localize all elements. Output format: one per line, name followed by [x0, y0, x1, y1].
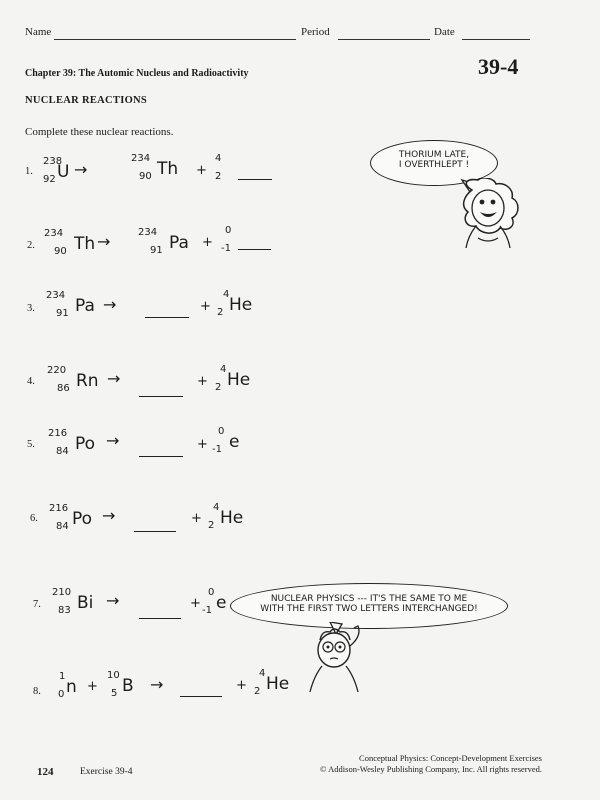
- bubble-line: WITH THE FIRST TWO LETTERS INTERCHANGED!: [260, 604, 478, 614]
- reaction-number: 1.: [25, 166, 33, 177]
- atomic-number: 91: [150, 245, 163, 256]
- mass-number: 4: [259, 668, 266, 679]
- mass-number: 234: [131, 153, 151, 164]
- exercise-label: Exercise 39-4: [80, 767, 133, 777]
- page-number: 124: [37, 766, 54, 778]
- plus-sign: +: [200, 299, 211, 314]
- reaction-arrow: →: [74, 160, 88, 179]
- answer-blank[interactable]: [180, 695, 222, 697]
- period-field[interactable]: [338, 38, 430, 40]
- reaction-number: 5.: [27, 439, 35, 450]
- atomic-number: 86: [57, 383, 70, 394]
- atomic-number: 2: [215, 171, 222, 182]
- mass-number: 10: [107, 670, 120, 681]
- answer-blank[interactable]: [238, 248, 271, 250]
- element-symbol: Po: [72, 509, 93, 529]
- mass-number: 216: [48, 428, 68, 439]
- answer-blank[interactable]: [139, 395, 183, 397]
- element-symbol: He: [220, 508, 244, 528]
- name-label: Name: [25, 26, 52, 38]
- reaction-arrow: →: [97, 232, 111, 251]
- atomic-number: -1: [202, 605, 212, 616]
- atomic-number: 83: [58, 605, 71, 616]
- reaction-number: 2.: [27, 240, 35, 251]
- mass-number: 238: [43, 156, 63, 167]
- element-symbol: Po: [75, 434, 96, 454]
- element-symbol: Bi: [77, 593, 94, 613]
- book-title: Conceptual Physics: Concept-Development Exercises: [359, 753, 542, 763]
- mass-number: 4: [220, 364, 227, 375]
- reaction-arrow: →: [150, 675, 164, 694]
- element-symbol: n: [66, 677, 77, 697]
- mass-number: 210: [52, 587, 72, 598]
- bubble-line: NUCLEAR PHYSICS --- IT'S THE SAME TO ME: [270, 594, 468, 604]
- mass-number: 4: [213, 502, 220, 513]
- reaction-arrow: →: [102, 506, 116, 525]
- plus-sign: +: [236, 678, 247, 693]
- atomic-number: 2: [217, 307, 224, 318]
- plus-sign: +: [191, 511, 202, 526]
- plus-sign: +: [196, 163, 207, 178]
- reaction-arrow: →: [107, 369, 121, 388]
- chapter-title: Chapter 39: The Automic Nucleus and Radioactivity: [25, 68, 249, 79]
- period-label: Period: [301, 26, 330, 38]
- reaction-arrow: →: [106, 431, 120, 450]
- mass-number: 1: [59, 671, 66, 682]
- answer-blank[interactable]: [134, 530, 176, 532]
- section-title: NUCLEAR REACTIONS: [25, 95, 148, 106]
- element-symbol: He: [266, 674, 290, 694]
- element-symbol: e: [216, 593, 227, 613]
- answer-blank[interactable]: [139, 455, 183, 457]
- element-symbol: Th: [74, 234, 96, 254]
- reaction-arrow: →: [103, 295, 117, 314]
- element-symbol: e: [229, 432, 240, 452]
- element-symbol: U: [57, 162, 70, 182]
- element-symbol: He: [229, 295, 253, 315]
- instructions: Complete these nuclear reactions.: [25, 126, 174, 138]
- reaction-number: 7.: [33, 599, 41, 610]
- exercise-number: 39-4: [478, 54, 519, 79]
- reaction-number: 3.: [27, 303, 35, 314]
- element-symbol: Th: [157, 159, 179, 179]
- mass-number: 220: [47, 365, 67, 376]
- atomic-number: 2: [208, 520, 215, 531]
- atomic-number: 90: [54, 246, 67, 257]
- mass-number: 0: [208, 587, 215, 598]
- mass-number: 216: [49, 503, 69, 514]
- element-symbol: He: [227, 370, 251, 390]
- mass-number: 234: [138, 227, 158, 238]
- answer-blank[interactable]: [145, 316, 189, 318]
- atomic-number: 5: [111, 688, 118, 699]
- plus-sign: +: [202, 235, 213, 250]
- copyright-notice: © Addison-Wesley Publishing Company, Inc. All rights reserved.: [320, 764, 542, 774]
- element-symbol: Rn: [76, 371, 99, 391]
- atomic-number: 2: [215, 382, 222, 393]
- plus-sign: +: [190, 596, 201, 611]
- mass-number: 234: [44, 228, 64, 239]
- atomic-number: -1: [212, 444, 222, 455]
- answer-blank[interactable]: [139, 617, 181, 619]
- bubble-line: THORIUM LATE,: [398, 150, 470, 160]
- plus-sign: +: [197, 437, 208, 452]
- atomic-number: 0: [58, 689, 65, 700]
- atomic-number: 2: [254, 686, 261, 697]
- name-field[interactable]: [54, 38, 296, 40]
- reaction-number: 6.: [30, 513, 38, 524]
- element-symbol: B: [122, 676, 134, 696]
- date-label: Date: [434, 26, 455, 38]
- mass-number: 234: [46, 290, 66, 301]
- atomic-number: 84: [56, 446, 69, 457]
- answer-blank[interactable]: [238, 178, 272, 180]
- reaction-number: 4.: [27, 376, 35, 387]
- reaction-number: 8.: [33, 686, 41, 697]
- mass-number: 0: [225, 225, 232, 236]
- plus-sign: +: [87, 679, 98, 694]
- atomic-number: -1: [221, 243, 231, 254]
- reaction-arrow: →: [106, 591, 120, 610]
- plus-sign: +: [197, 374, 208, 389]
- atomic-number: 91: [56, 308, 69, 319]
- atomic-number: 90: [139, 171, 152, 182]
- mass-number: 4: [215, 153, 222, 164]
- date-field[interactable]: [462, 38, 530, 40]
- mass-number: 0: [218, 426, 225, 437]
- bubble-line: I OVERTHLEPT !: [398, 160, 470, 170]
- mass-number: 4: [223, 289, 230, 300]
- element-symbol: Pa: [169, 233, 189, 253]
- atomic-number: 84: [56, 521, 69, 532]
- element-symbol: Pa: [75, 296, 95, 316]
- girl-cartoon-icon: [440, 178, 530, 250]
- atomic-number: 92: [43, 174, 56, 185]
- man-scratching-head-icon: [300, 622, 370, 694]
